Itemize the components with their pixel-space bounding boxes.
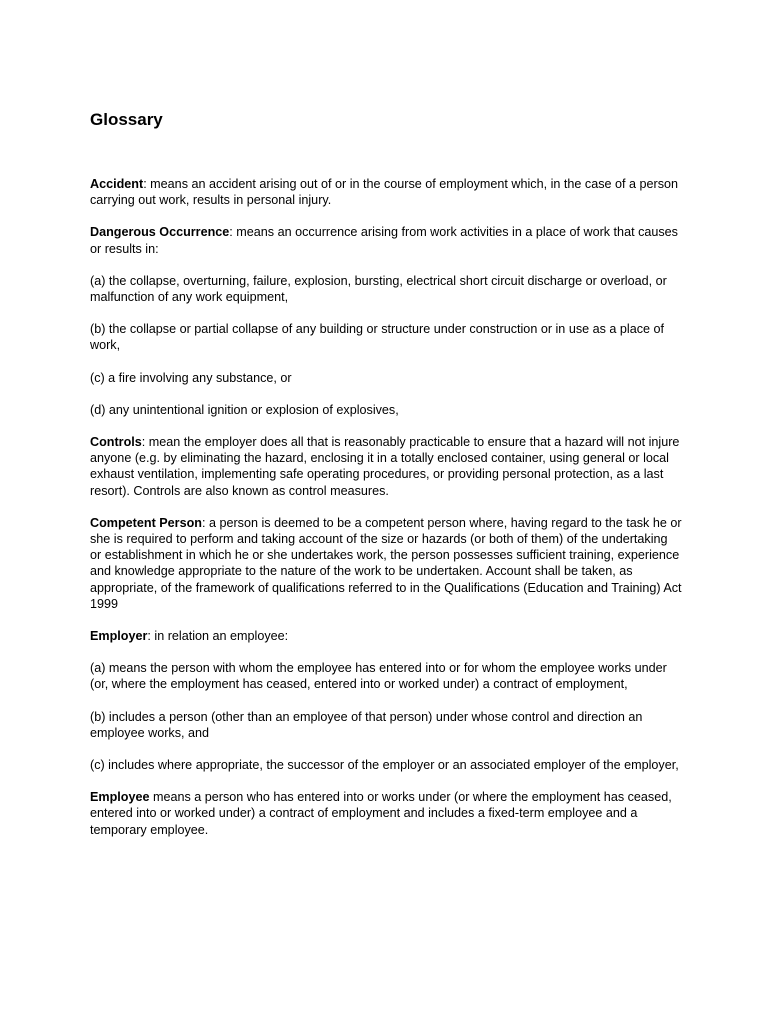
page-title: Glossary <box>90 110 163 129</box>
sub-item-c: (c) includes where appropriate, the successor of the employer or an associated employer of the employer, <box>90 758 679 773</box>
glossary-definition: : means an occurrence arising from work activities in a place of work that causes or results in: <box>90 225 678 256</box>
glossary-entry-employee <box>90 789 682 838</box>
glossary-definition: : a person is deemed to be a competent person where, having regard to the task he or she is required to perform and taking account of the size or hazards (or both of them) of the undertaking or establishment in which he or she undertakes work, the person possesses sufficient training, experience and knowledge appropriate to the nature of the work to be undertaken. Account shall be taken, as appropriate, of the framework of qualifications referred to in the Qualifications (Education and Training) Act 1999 <box>90 515 682 611</box>
sub-item-b: (b) the collapse or partial collapse of any building or structure under construction or in use as a place of work, <box>90 322 665 353</box>
glossary-term: Employer <box>90 629 148 644</box>
glossary-definition: : in relation an employee: <box>147 629 289 644</box>
glossary-entry-accident <box>90 176 682 208</box>
glossary-term: Employee <box>90 790 150 805</box>
glossary-entry-employer <box>90 628 682 644</box>
sub-item-a: (a) the collapse, overturning, failure, explosion, bursting, electrical short circuit discharge or overload, or malfunction of any work equipment, <box>90 273 667 305</box>
glossary-entry-controls <box>90 434 682 499</box>
glossary-entry-dangerous-occurrence <box>90 224 682 256</box>
glossary-term: Dangerous Occurrence <box>90 225 230 240</box>
glossary-term: Controls <box>90 435 142 450</box>
sub-item-d: (d) any unintentional ignition or explosion of explosives, <box>90 402 399 417</box>
glossary-term: Accident <box>90 177 144 191</box>
glossary-body <box>90 176 682 854</box>
sub-item-c: (c) a fire involving any substance, or <box>90 370 292 385</box>
glossary-definition: : means an accident arising out of or in the course of employment which, in the case of a person carrying out work, results in personal injury. <box>90 177 679 208</box>
glossary-term: Competent Person <box>90 515 202 530</box>
glossary-entry-competent-person <box>90 515 682 612</box>
glossary-definition: : mean the employer does all that is reasonably practicable to ensure that a hazard will not injure anyone (e.g. by eliminating the hazard, enclosing it in a totally enclosed container, using general or local exhaust ventilation, implementing safe operating procedures, or providing personal protection, as a last resort). Controls are also known as control measures. <box>90 435 680 498</box>
sub-item-a: (a) means the person with whom the employee has entered into or for whom the employee works under (or, where the employment has ceased, entered into or worked under) a contract of employment, <box>90 661 667 692</box>
glossary-definition: means a person who has entered into or works under (or where the employment has ceased, entered into or worked under) a contract of employment and includes a fixed-term employee and a temporary employee. <box>90 790 672 837</box>
sub-item-b: (b) includes a person (other than an employee of that person) under whose control and direction an employee works, and <box>90 709 643 740</box>
